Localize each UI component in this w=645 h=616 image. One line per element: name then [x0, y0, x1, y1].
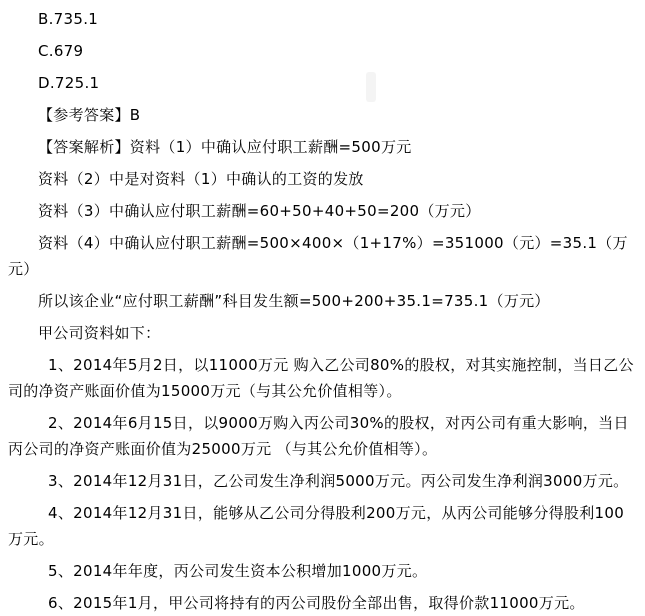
- option-b: B.735.1: [38, 10, 99, 28]
- option-c: C.679: [38, 42, 84, 60]
- material-item-4: 4、2014年12月31日，能够从乙公司分得股利200万元，从丙公司能够分得股利100万元。: [8, 504, 625, 548]
- materials-intro: 甲公司资料如下：: [38, 324, 161, 342]
- material-item-2: 2、2014年6月15日，以9000万购入丙公司30%的股权，对丙公司有重大影响，当日丙公司的净资产账面价值为25000万元 （与其公允价值相等）。: [8, 414, 629, 458]
- analysis-line-4: 资料（4）中确认应付职工薪酬=500×400×（1+17%）=351000（元）=35.1（万元）: [8, 234, 628, 278]
- material-item-5: 5、2014年年度，丙公司发生资本公积增加1000万元。: [48, 562, 428, 580]
- material-item-1: 1、2014年5月2日，以11000万元 购入乙公司80%的股权，对其实施控制，当日乙公司的净资产账面价值为15000万元（与其公允价值相等）。: [8, 356, 634, 400]
- scan-smudge-artifact: [366, 72, 376, 102]
- material-item-3: 3、2014年12月31日，乙公司发生净利润5000万元。丙公司发生净利润3000万元。: [48, 472, 629, 490]
- reference-answer-line: 【参考答案】B: [38, 106, 141, 124]
- analysis-line-1: 【答案解析】资料（1）中确认应付职工薪酬=500万元: [38, 138, 412, 156]
- analysis-line-2: 资料（2）中是对资料（1）中确认的工资的发放: [38, 170, 364, 188]
- analysis-line-3: 资料（3）中确认应付职工薪酬=60+50+40+50=200（万元）: [38, 202, 481, 220]
- analysis-conclusion: 所以该企业“应付职工薪酬”科目发生额=500+200+35.1=735.1（万元）: [38, 292, 550, 310]
- option-d: D.725.1: [38, 74, 100, 92]
- material-item-6: 6、2015年1月，甲公司将持有的丙公司股份全部出售，取得价款11000万元。: [48, 594, 585, 612]
